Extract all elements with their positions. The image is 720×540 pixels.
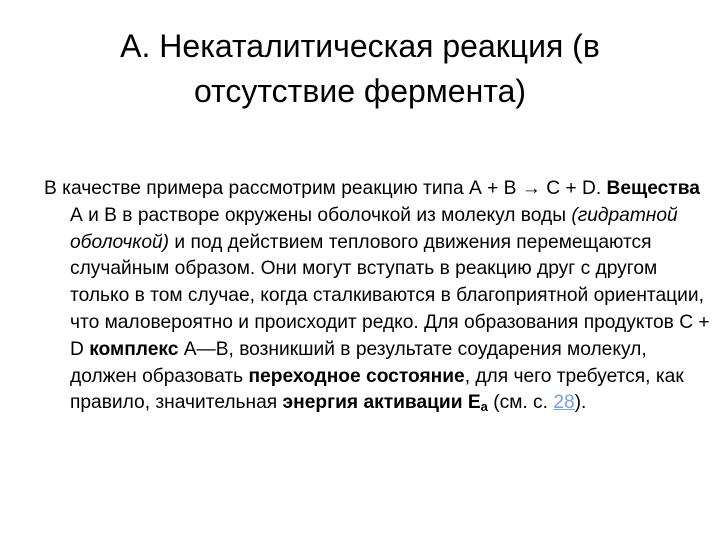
body-paragraph [44, 176, 710, 421]
body-text-4: А—В, возникший в результате соударения молекул, должен образовать [70, 338, 647, 387]
slide-title [40, 24, 680, 114]
body-text-2: А и В в растворе окружены оболочкой из молекул воды [70, 204, 572, 226]
body-text-1: В качестве примера рассмотрим реакцию типа А + В → С + D. [44, 178, 607, 199]
page-reference-link[interactable]: 28 [553, 392, 575, 414]
term-hydration-shell: (гидратной оболочкой) [70, 204, 678, 253]
body-text-3: и под действием теплового движения перемещаются случайным образом. Они могут вступать в реакцию друг с другом только в том случае, когда сталкиваются в благоприятной ориентации, что маловероятно и происходит редко. Для образования продуктов С + D [70, 231, 710, 360]
activation-energy-subscript: а [480, 399, 488, 415]
title-line-2: отсутствие фермента) [193, 73, 527, 109]
title-line-1: А. Некаталитическая реакция (в [120, 28, 600, 64]
term-complex: комплекс [89, 338, 179, 360]
body-text-5: , для чего требуется, как правило, значительная [70, 365, 684, 414]
term-transition-state: переходное состояние [248, 365, 465, 387]
term-substances: Вещества [606, 178, 700, 199]
body-text-7: ). [574, 392, 587, 414]
body-text-6: (см. с. [487, 392, 554, 414]
term-activation-energy: энергия активации E [282, 392, 481, 414]
